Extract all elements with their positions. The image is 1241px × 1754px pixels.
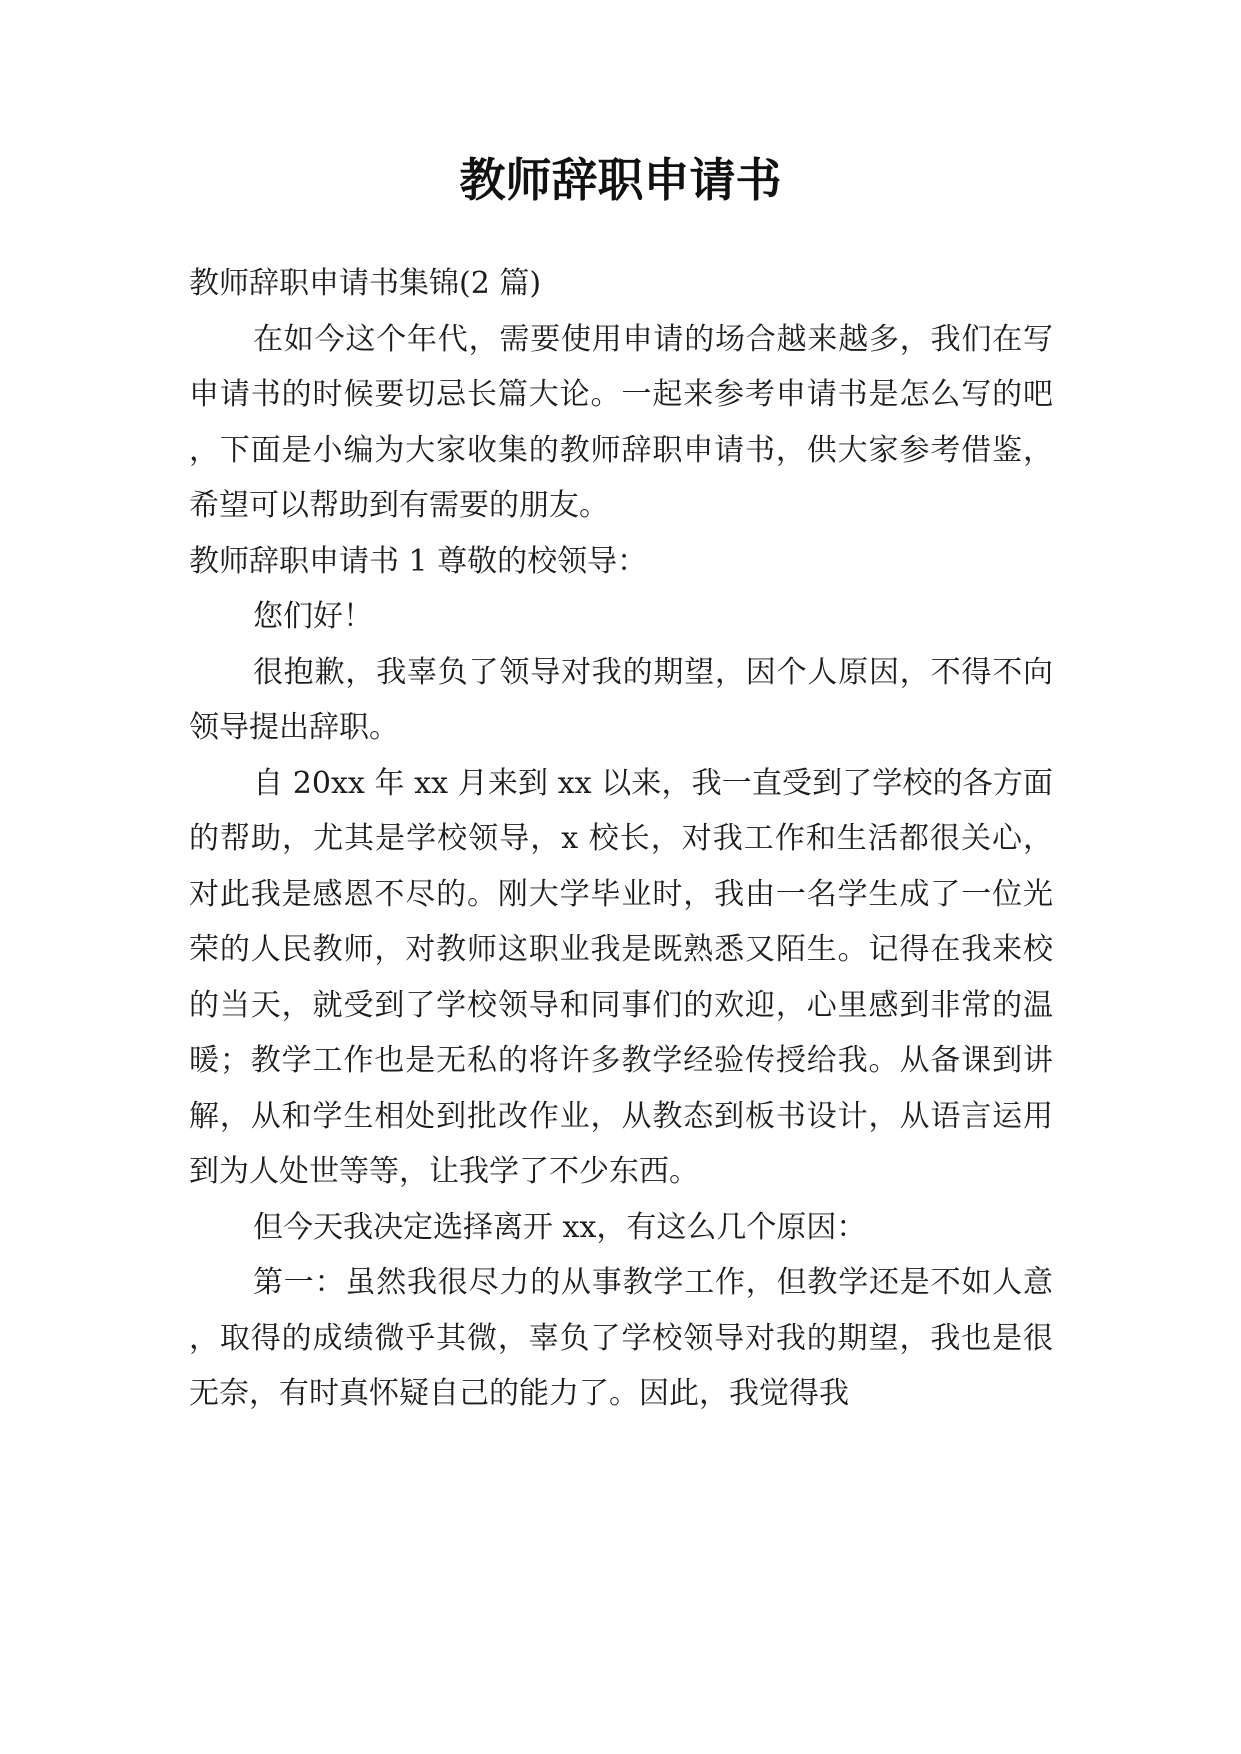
greeting-paragraph: 您们好！ bbox=[253, 599, 373, 634]
apology-paragraph: 很抱歉，我辜负了领导对我的期望，因个人原因，不得不向领导提出辞职。 bbox=[189, 654, 1053, 745]
letter-heading: 教师辞职申请书 1 尊敬的校领导： bbox=[189, 543, 648, 579]
background-paragraph: 自 20xx 年 xx 月来到 xx 以来，我一直受到了学校的各方面的帮助，尤其是学校领导，x 校长，对我工作和生活都很关心，对此我是感恩不尽的。刚大学毕业时，我由一名学生成了一位光荣的人民教师，对教师这职业我是既熟悉又陌生。记得在我来校的当天，就受到了学校领导和同事们的欢迎，心里感到非常的温暖；教学工作也是无私的将许多教学经验传授给我。从备课到讲解，从和学生相处到批改作业，从教态到板书设计，从语言运用到为人处世等等，让我学了不少东西。 bbox=[189, 765, 1053, 1189]
document-body bbox=[189, 256, 1053, 1422]
document-title: 教师辞职申请书 bbox=[459, 153, 782, 207]
intro-paragraph: 在如今这个年代，需要使用申请的场合越来越多，我们在写申请书的时候要切忌长篇大论。一起来参考申请书是怎么写的吧，下面是小编为大家收集的教师辞职申请书，供大家参考借鉴，希望可以帮助到有需要的朋友。 bbox=[189, 321, 1053, 523]
document-subtitle: 教师辞职申请书集锦(2 篇) bbox=[189, 266, 542, 301]
reason-one-paragraph: 第一：虽然我很尽力的从事教学工作，但教学还是不如人意，取得的成绩微乎其微，辜负了学校领导对我的期望，我也是很无奈，有时真怀疑自己的能力了。因此，我觉得我 bbox=[189, 1265, 1053, 1411]
decision-paragraph: 但今天我决定选择离开 xx，有这么几个原因： bbox=[253, 1209, 867, 1245]
